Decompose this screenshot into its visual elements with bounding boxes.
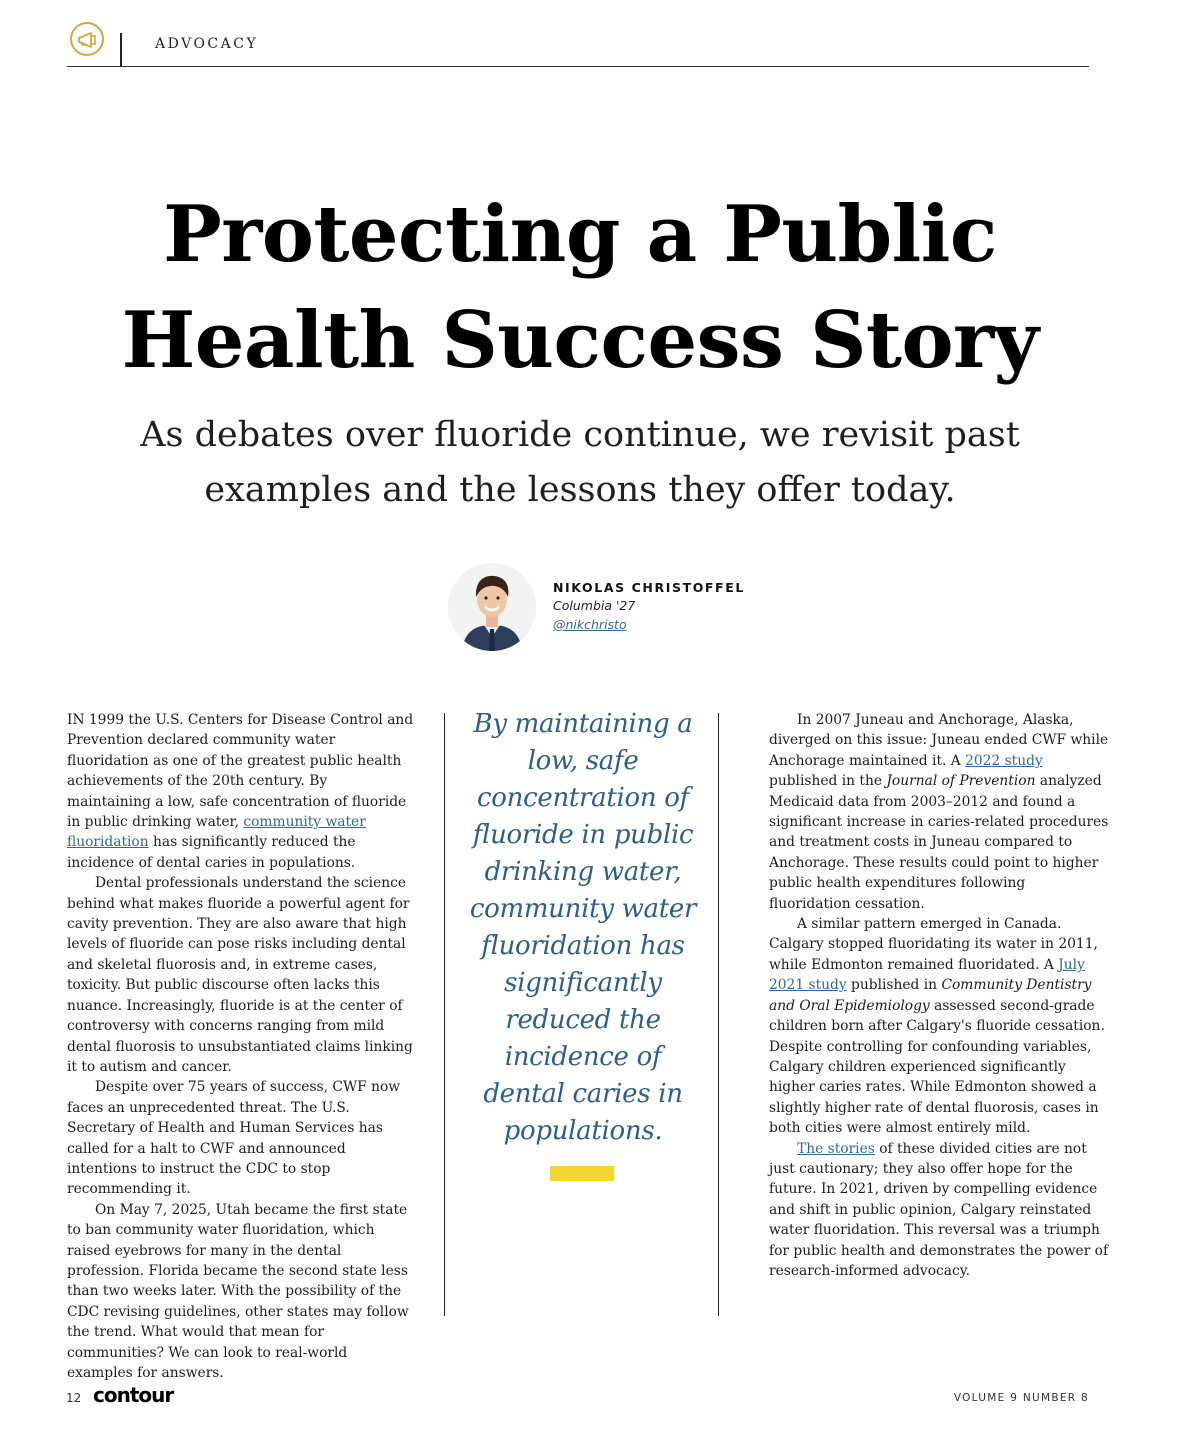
paragraph (769, 914, 1111, 1138)
paragraph-text: In 2007 Juneau and Anchorage, Alaska, diverged on this issue: Juneau ended CWF while Anchorage maintained it. A (769, 712, 1109, 769)
column-divider (444, 713, 445, 1316)
paragraph-text: A similar pattern emerged in Canada. Calgary stopped fluoridating its water in 2011, while Edmonton remained fluoridated. A (769, 916, 1098, 973)
author-avatar (448, 563, 536, 651)
paragraph (67, 710, 415, 873)
section-label: ADVOCACY (155, 36, 259, 52)
paragraph (769, 1139, 1111, 1282)
paragraph-text: IN 1999 the U.S. Centers for Disease Control and Prevention declared community water fluoridation as one of the greatest public health achievements of the 20th century. By maintaining a low, safe concentration of fluoride in public drinking water, (67, 712, 414, 831)
title-line-1: Protecting a Public (163, 189, 997, 280)
the-stories-link[interactable]: The stories (797, 1140, 875, 1157)
pull-quote-accent-bar (550, 1166, 614, 1181)
pull-quote: By maintaining a low, safe concentration of fluoride in public drinking water, community water fluoridation has significantly reduced the incidence of dental caries in populations. (469, 709, 697, 1146)
paragraph-text: published in (846, 977, 942, 994)
column-divider (718, 713, 719, 1316)
article-subtitle (0, 408, 1160, 518)
paragraph: On May 7, 2025, Utah became the first state to ban community water fluoridation, which raised eyebrows for many in the dental profession. Florida became the second state less than two weeks later. With the possibility of the CDC revising guidelines, other states may follow the trend. What would that mean for communities? We can look to real-world examples for answers. (67, 1201, 409, 1381)
volume-info: VOLUME 9 NUMBER 8 (953, 1392, 1089, 1404)
article-column-1 (67, 710, 415, 1383)
subtitle-line-2: examples and the lessons they offer today. (204, 470, 956, 510)
paragraph: Dental professionals understand the science behind what makes fluoride a powerful agent for cavity prevention. They are also aware that high levels of fluoride can pose risks including dental and skeletal fluorosis and, in extreme cases, toxicity. But public discourse often lacks this nuance. Increasingly, fluoride is at the center of controversy with concerns ranging from mild dental fluorosis to unsubstantiated claims linking it to autism and cancer. (67, 875, 413, 1075)
journal-title: Journal of Prevention (886, 773, 1036, 790)
article-column-3 (769, 710, 1111, 1281)
community-water-fluoridation-link[interactable]: community water fluoridation (67, 814, 366, 851)
2022-study-link[interactable]: 2022 study (965, 752, 1043, 769)
paragraph: Despite over 75 years of success, CWF now faces an unprecedented threat. The U.S. Secretary of Health and Human Services has called for a halt to CWF and announced intentions to instruct the CDC to stop recommending it. (67, 1079, 401, 1198)
paragraph-text: analyzed Medicaid data from 2003–2012 and found a significant increase in caries-related procedures and treatment costs in Juneau compared to Anchorage. These results could point to higher public health expenditures following fluoridation cessation. (769, 773, 1109, 912)
paragraph-text: has significantly reduced the incidence of dental caries in populations. (67, 834, 356, 871)
journal-title: Community Dentistry and Oral Epidemiology (769, 977, 1092, 1014)
subtitle-line-1: As debates over fluoride continue, we revisit past (140, 415, 1020, 455)
paragraph-text: of these divided cities are not just cautionary; they also offer hope for the future. In 2021, driven by compelling evidence and shift in public opinion, Calgary reinstated water fluoridation. This reversal was a triumph for public health and demonstrates the power of research-informed advocacy. (769, 1140, 1109, 1279)
author-school: Columbia '27 (553, 598, 636, 613)
paragraph-text: assessed second-grade children born after Calgary's fluoride cessation. Despite controlling for confounding variables, Calgary children experienced significantly higher caries rates. While Edmonton showed a slightly higher rate of dental fluorosis, cases in both cities were almost entirely mild. (769, 997, 1105, 1137)
author-handle-link[interactable]: @nikchristo (553, 617, 627, 632)
brand-logo: contour (93, 1383, 174, 1407)
author-name: NIKOLAS CHRISTOFFEL (553, 580, 745, 595)
header-divider (120, 33, 122, 67)
megaphone-icon (70, 22, 104, 56)
page-number: 12 (66, 1391, 82, 1405)
july-2021-study-link[interactable]: July 2021 study (769, 956, 1085, 994)
article-title (0, 182, 1160, 394)
header-rule (67, 66, 1089, 67)
title-line-2: Health Success Story (121, 295, 1039, 386)
paragraph (769, 710, 1111, 914)
paragraph-text: published in the (769, 773, 887, 790)
